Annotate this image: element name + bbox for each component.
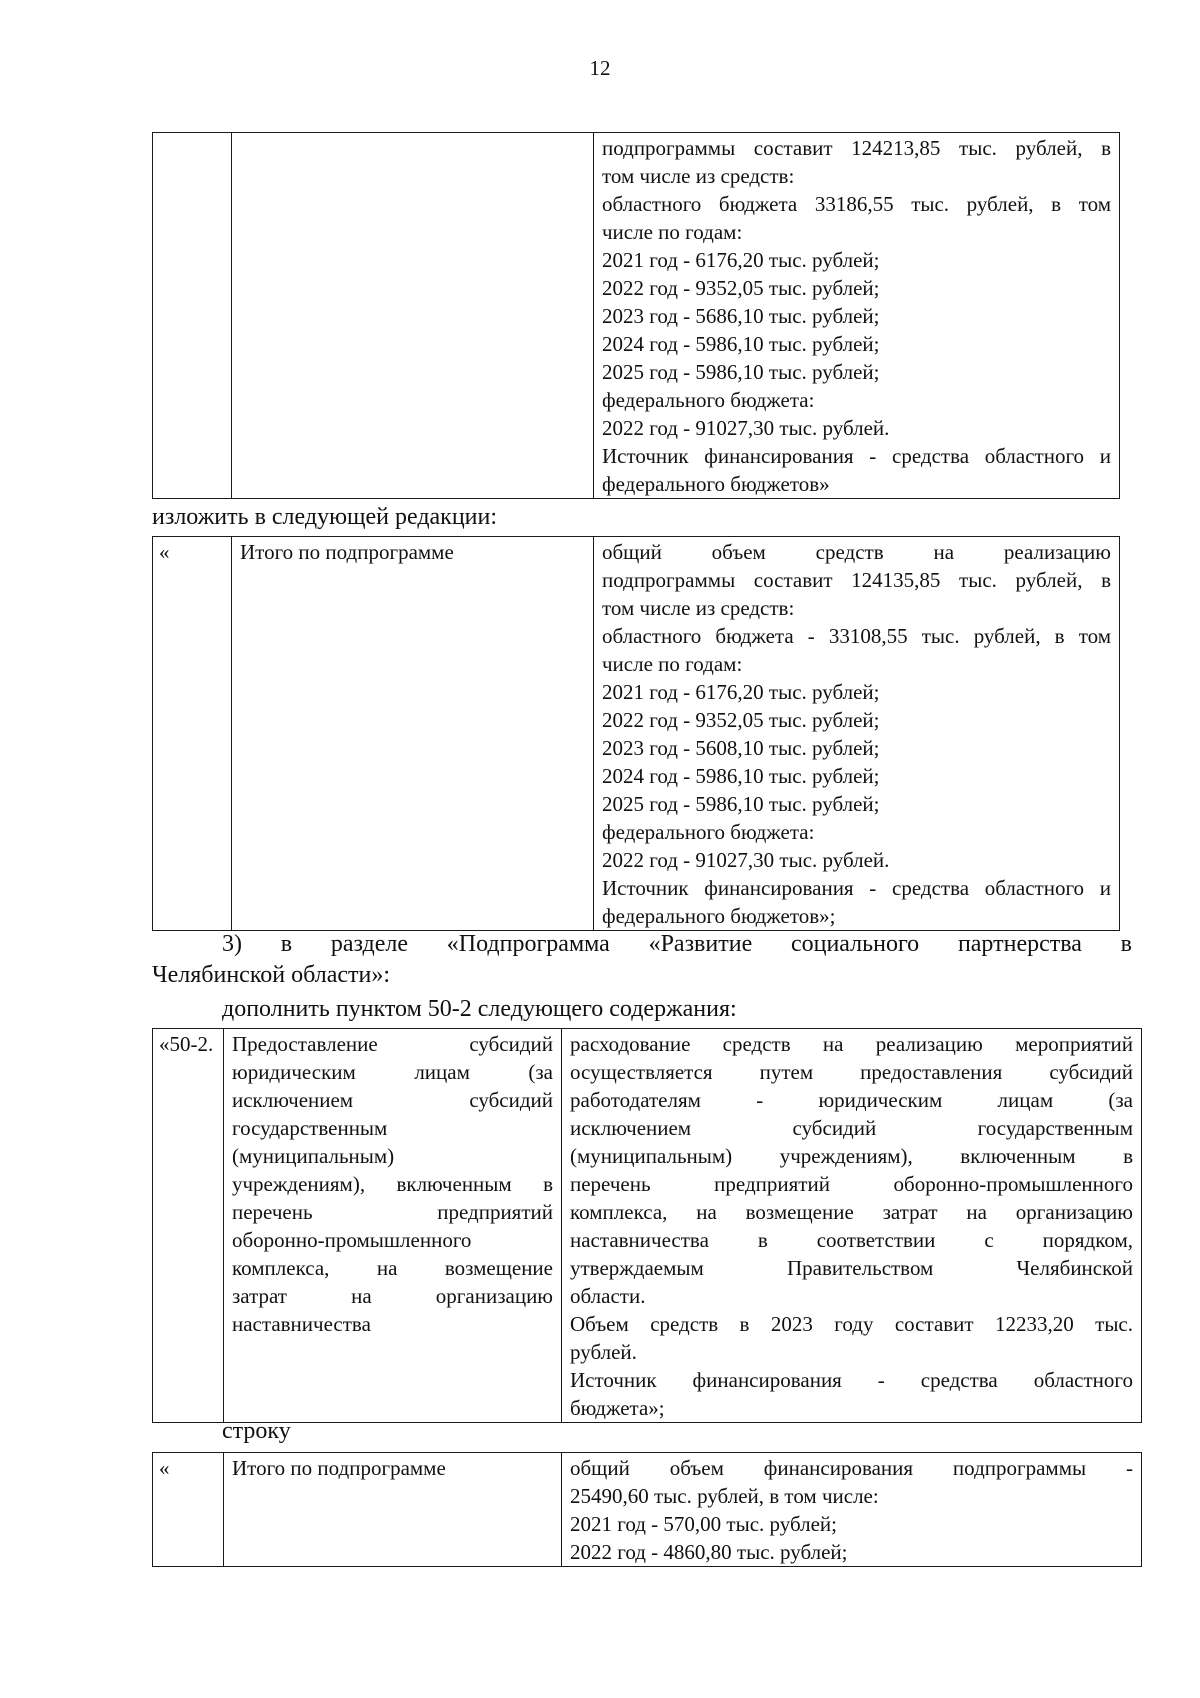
table-cell-title	[232, 133, 594, 499]
cell-line: 2022 год - 91027,30 тыс. рублей.	[602, 416, 890, 440]
cell-line: том числе из средств:	[602, 596, 795, 620]
table-cell-number	[153, 133, 232, 499]
cell-line: федерального бюджетов»;	[602, 904, 836, 928]
cell-line: Предоставление субсидий	[232, 1032, 553, 1056]
cell-line: исключением субсидий государственным	[570, 1116, 1133, 1140]
cell-line: юридическим лицам (за	[232, 1060, 553, 1084]
cell-line: 2023 год - 5686,10 тыс. рублей;	[602, 304, 880, 328]
cell-line: Источник финансирования - средства областного и	[602, 444, 1111, 468]
cell-line: том числе из средств:	[602, 164, 795, 188]
cell-line: 2022 год - 9352,05 тыс. рублей;	[602, 708, 880, 732]
cell-line: 2021 год - 6176,20 тыс. рублей;	[602, 680, 880, 704]
cell-line: оборонно-промышленного	[232, 1228, 472, 1252]
cell-line: подпрограммы составит 124135,85 тыс. рублей, в	[602, 568, 1111, 592]
cell-line: 2024 год - 5986,10 тыс. рублей;	[602, 764, 880, 788]
table-item-50-2	[152, 1028, 1142, 1423]
instruction-row: строку	[222, 1418, 291, 1444]
cell-line: 2025 год - 5986,10 тыс. рублей;	[602, 792, 880, 816]
instruction-new-edition: изложить в следующей редакции:	[152, 504, 498, 530]
table-subprogram-new	[152, 536, 1120, 931]
cell-line: числе по годам:	[602, 652, 743, 676]
paragraph-3	[152, 929, 1132, 991]
paragraph-line: 3) в разделе «Подпрограмма «Развитие социального партнерства в	[222, 931, 1132, 957]
cell-line: федерального бюджетов»	[602, 472, 830, 496]
table-cell-number: «	[153, 537, 232, 931]
table-cell-content	[594, 133, 1120, 499]
cell-line: осуществляется путем предоставления субсидий	[570, 1060, 1133, 1084]
table-row	[153, 1029, 1142, 1423]
cell-line: области.	[570, 1284, 646, 1308]
cell-line: Источник финансирования - средства областного	[570, 1368, 1133, 1392]
cell-line: перечень предприятий оборонно-промышленного	[570, 1172, 1133, 1196]
cell-line: работодателям - юридическим лицам (за	[570, 1088, 1133, 1112]
cell-line: комплекса, на возмещение	[232, 1256, 553, 1280]
table-cell-content	[562, 1029, 1142, 1423]
cell-line: (муниципальным) учреждениям), включенным в	[570, 1144, 1133, 1168]
table-cell-number: «50-2.	[153, 1029, 224, 1423]
cell-line: рублей.	[570, 1340, 637, 1364]
cell-line: федерального бюджета:	[602, 820, 815, 844]
table-cell-title	[224, 1029, 562, 1423]
cell-line: бюджета»;	[570, 1396, 665, 1420]
table-row	[153, 133, 1120, 499]
cell-line: исключением субсидий	[232, 1088, 553, 1112]
table-cell-title: Итого по подпрограмме	[224, 1453, 562, 1567]
instruction-add-item: дополнить пунктом 50-2 следующего содержания:	[222, 996, 737, 1022]
cell-line: 2023 год - 5608,10 тыс. рублей;	[602, 736, 880, 760]
cell-line: Источник финансирования - средства областного и	[602, 876, 1111, 900]
cell-line: 2025 год - 5986,10 тыс. рублей;	[602, 360, 880, 384]
table-subprogram-total	[152, 1452, 1142, 1567]
paragraph-line: Челябинской области»:	[152, 962, 390, 988]
cell-line: затрат на организацию	[232, 1284, 553, 1308]
cell-line: областного бюджета 33186,55 тыс. рублей, в том	[602, 192, 1111, 216]
cell-line: числе по годам:	[602, 220, 743, 244]
cell-line: Объем средств в 2023 году составит 12233,20 тыс.	[570, 1312, 1133, 1336]
cell-line: комплекса, на возмещение затрат на организацию	[570, 1200, 1133, 1224]
cell-line: перечень предприятий	[232, 1200, 553, 1224]
cell-line: 2022 год - 9352,05 тыс. рублей;	[602, 276, 880, 300]
cell-line: 2024 год - 5986,10 тыс. рублей;	[602, 332, 880, 356]
cell-line: общий объем средств на реализацию	[602, 540, 1111, 564]
table-cell-content	[594, 537, 1120, 931]
table-subprogram-old	[152, 132, 1120, 499]
cell-line: 25490,60 тыс. рублей, в том числе:	[570, 1484, 879, 1508]
cell-line: наставничества в соответствии с порядком,	[570, 1228, 1133, 1252]
cell-line: 2022 год - 91027,30 тыс. рублей.	[602, 848, 890, 872]
cell-line: учреждениям), включенным в	[232, 1172, 553, 1196]
table-cell-number: «	[153, 1453, 224, 1567]
cell-line: (муниципальным)	[232, 1144, 395, 1168]
cell-line: федерального бюджета:	[602, 388, 815, 412]
cell-line: 2021 год - 6176,20 тыс. рублей;	[602, 248, 880, 272]
cell-line: расходование средств на реализацию мероприятий	[570, 1032, 1133, 1056]
cell-line: 2022 год - 4860,80 тыс. рублей;	[570, 1540, 848, 1564]
cell-line: наставничества	[232, 1312, 371, 1336]
cell-line: государственным	[232, 1116, 388, 1140]
cell-line: 2021 год - 570,00 тыс. рублей;	[570, 1512, 838, 1536]
table-row	[153, 1453, 1142, 1567]
page-number: 12	[589, 56, 611, 80]
cell-line: утверждаемым Правительством Челябинской	[570, 1256, 1133, 1280]
table-row	[153, 537, 1120, 931]
cell-line: областного бюджета - 33108,55 тыс. рублей, в том	[602, 624, 1111, 648]
cell-line: подпрограммы составит 124213,85 тыс. рублей, в	[602, 136, 1111, 160]
table-cell-content	[562, 1453, 1142, 1567]
cell-line: общий объем финансирования подпрограммы -	[570, 1456, 1133, 1480]
table-cell-title: Итого по подпрограмме	[232, 537, 594, 931]
